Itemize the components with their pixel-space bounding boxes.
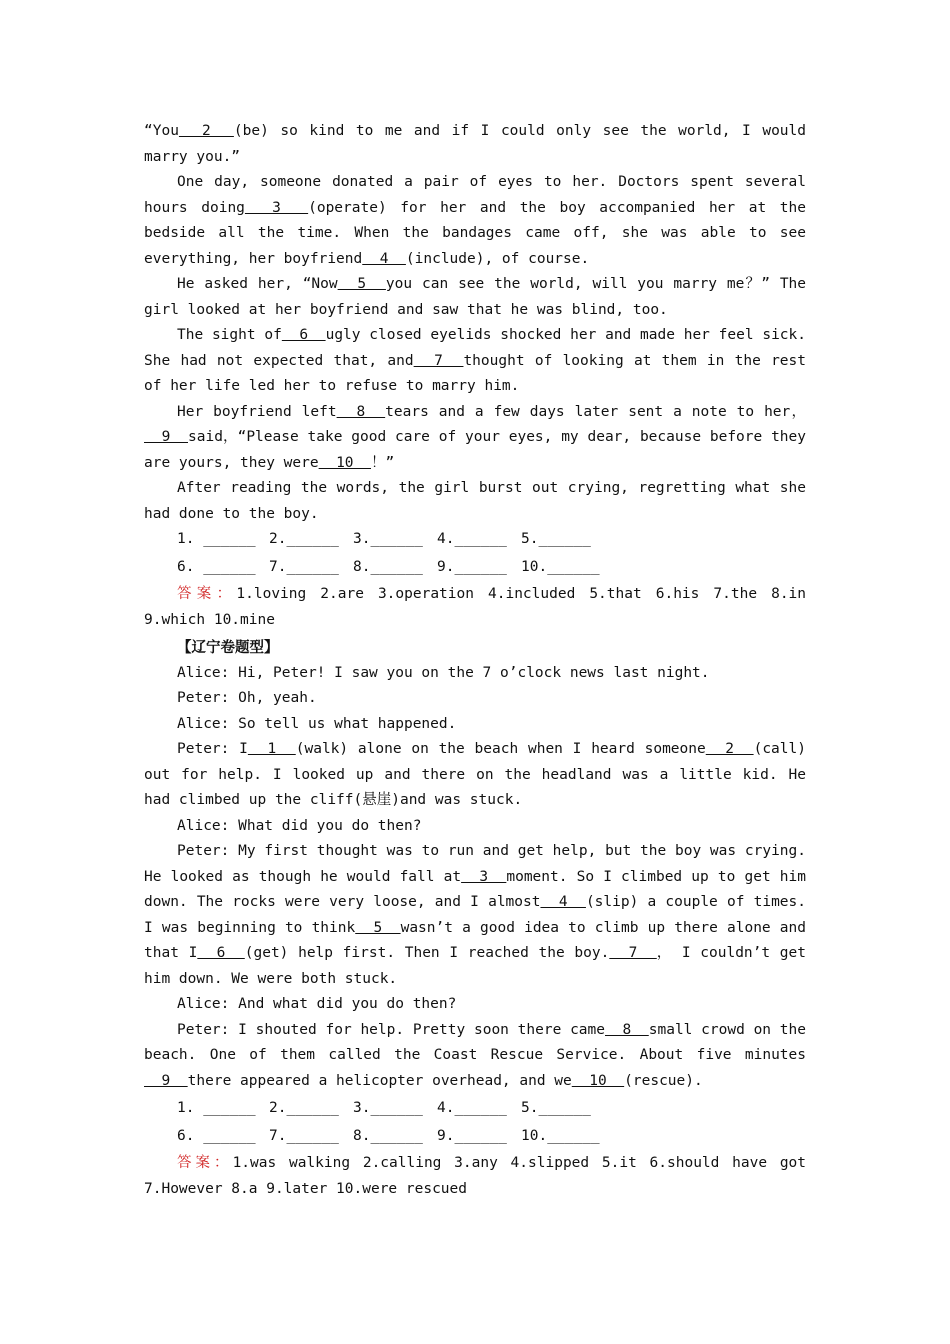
blank-3[interactable]: 3 bbox=[461, 868, 507, 885]
answer-slot[interactable]: 3.______ bbox=[353, 1100, 423, 1116]
answer-slot[interactable]: 7.______ bbox=[269, 1127, 339, 1144]
blank-8[interactable]: 8 bbox=[336, 403, 386, 420]
section-heading: 【辽宁卷题型】 bbox=[177, 639, 279, 656]
dialogue-line: Alice: So tell us what happened. bbox=[177, 715, 457, 732]
blank-8[interactable]: 8 bbox=[605, 1021, 649, 1038]
blank-7[interactable]: 7 bbox=[609, 945, 657, 961]
answer-slot[interactable]: 9.______ bbox=[437, 558, 507, 575]
answer-slot[interactable]: 6. ______ bbox=[177, 558, 256, 575]
paragraph: One day, someone donated a pair of eyes to her. Doctors spent several hours doing 3 (operate) for her and the boy accompanied her at the bedside all the time. When the bandages came off, she was able to see everything, her boyfriend 4 (include), of course. bbox=[144, 174, 807, 267]
paragraph: He asked her, “Now 5 you can see the world, will you marry me？” The girl looked at her boyfriend and saw that he was blind, too. bbox=[144, 276, 807, 318]
blank-5[interactable]: 5 bbox=[337, 276, 386, 292]
answer-slot[interactable]: 10.______ bbox=[521, 1127, 600, 1144]
answer-slot[interactable]: 5.______ bbox=[521, 1100, 591, 1116]
dialogue-line: Peter: My first thought was to run and get help, but the boy was crying. He looked as though he would fall at 3 moment. So I climbed up to get him down. The rocks were very loose, and I almost 4 (slip) a couple of times. I was beginning to think 5 wasn’t a good idea to climb up there alone and that I 6 (get) help first. Then I reached the boy. 7 ， I couldn’t get him down. We were both stuck. bbox=[144, 843, 806, 987]
answer-slot[interactable]: 2.______ bbox=[269, 531, 339, 547]
blank-6[interactable]: 6 bbox=[281, 327, 326, 343]
blank-7[interactable]: 7 bbox=[413, 352, 464, 369]
answer-slot[interactable]: 8.______ bbox=[353, 558, 423, 575]
blank-1[interactable]: 1 bbox=[247, 741, 296, 757]
blank-5[interactable]: 5 bbox=[355, 919, 401, 936]
blank-9[interactable]: 9 bbox=[144, 1072, 188, 1089]
answer-slot[interactable]: 6. ______ bbox=[177, 1127, 256, 1144]
answer-slot[interactable]: 1. ______ bbox=[177, 1100, 256, 1116]
blank-2[interactable]: 2 bbox=[178, 123, 234, 139]
answer-slot[interactable]: 1. ______ bbox=[177, 531, 256, 547]
blank-3[interactable]: 3 bbox=[244, 199, 309, 216]
answer-key: 答案：1.loving 2.are 3.operation 4.included 5.that 6.his 7.the 8.in 9.which 10.mine bbox=[144, 586, 807, 628]
answer-slot[interactable]: 8.______ bbox=[353, 1127, 423, 1144]
blank-9[interactable]: 9 bbox=[144, 429, 188, 445]
answer-label: 答案： bbox=[177, 1155, 233, 1171]
dialogue-line: Alice: What did you do then? bbox=[177, 817, 422, 834]
blank-4[interactable]: 4 bbox=[540, 894, 586, 910]
answer-slot[interactable]: 3.______ bbox=[353, 531, 423, 547]
blank-4[interactable]: 4 bbox=[362, 250, 406, 267]
dialogue-line: Alice: Hi, Peter! I saw you on the 7 o’clock news last night. bbox=[177, 664, 710, 681]
dialogue-line: Peter: Oh, yeah. bbox=[177, 690, 317, 706]
paragraph: “You 2 (be) so kind to me and if I could only see the world, I would marry you.” bbox=[144, 123, 806, 165]
answer-slot[interactable]: 4.______ bbox=[437, 1100, 507, 1116]
dialogue-line: Peter: I 1 (walk) alone on the beach when I heard someone 2 (call) out for help. I looked up and there on the headland was a little kid. He had climbed up the cliff(悬崖)and was stuck. bbox=[144, 741, 806, 808]
dialogue-line: Alice: And what did you do then? bbox=[177, 996, 457, 1012]
document-page bbox=[144, 119, 806, 1202]
blank-10[interactable]: 10 bbox=[318, 454, 371, 471]
answer-key: 答案：1.was walking 2.calling 3.any 4.slipped 5.it 6.should have got 7.However 8.a 9.later 10.were rescued bbox=[144, 1155, 807, 1197]
answer-slot[interactable]: 7.______ bbox=[269, 558, 339, 575]
answer-blanks-row bbox=[144, 1124, 806, 1150]
blank-10[interactable]: 10 bbox=[571, 1072, 625, 1089]
paragraph: The sight of 6 ugly closed eyelids shocked her and made her feel sick. She had not expected that, and 7 thought of looking at them in the rest of her life led her to refuse to marry him. bbox=[144, 327, 806, 394]
answer-blanks-row bbox=[144, 1096, 806, 1122]
answer-blanks-row bbox=[144, 527, 806, 553]
answer-slot[interactable]: 5.______ bbox=[521, 531, 591, 547]
blank-6[interactable]: 6 bbox=[197, 945, 245, 961]
answer-slot[interactable]: 2.______ bbox=[269, 1100, 339, 1116]
answer-label: 答案： bbox=[177, 586, 237, 602]
blank-2[interactable]: 2 bbox=[705, 741, 754, 757]
answer-blanks-row bbox=[144, 555, 806, 581]
answer-slot[interactable]: 4.______ bbox=[437, 531, 507, 547]
paragraph: Her boyfriend left 8 tears and a few days later sent a note to her， 9 said，“Please take good care of your eyes, my dear, because before they are yours, they were 10 ！” bbox=[144, 403, 806, 471]
answer-slot[interactable]: 10.______ bbox=[521, 558, 600, 575]
dialogue-line: Peter: I shouted for help. Pretty soon there came 8 small crowd on the beach. One of them called the Coast Rescue Service. About five minutes 9 there appeared a helicopter overhead, and we 10 (rescue). bbox=[144, 1021, 806, 1089]
answer-slot[interactable]: 9.______ bbox=[437, 1127, 507, 1144]
paragraph: After reading the words, the girl burst out crying, regretting what she had done to the boy. bbox=[144, 480, 806, 522]
